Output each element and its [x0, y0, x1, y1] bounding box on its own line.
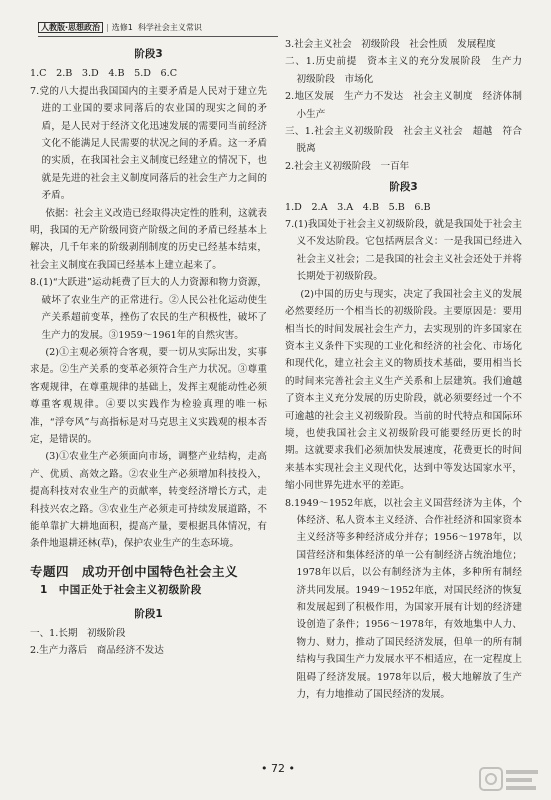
stage-heading: 阶段1	[134, 607, 163, 620]
answer-paragraph: 三、1.社会主义初级阶段 社会主义社会 超越 符合 脱离	[285, 126, 532, 155]
answer-paragraph: (2)中国的历史与现实，决定了我国社会主义的发展必然要经历一个相当长的初级阶段。主要原因是：要用相当长的时间发展社会生产力，去实现别的许多国家在资本主义条件下实现的工业化和经济的社会化、市场化和现代化，建立社会主义的物质技术基础，要用相当长的时间来完善社会主义生产关系和上层建筑。我们逾越了资本主义充分发展的历史阶段，就必须要经过一个不可逾越的社会主义初级阶段。当前的时代特点和国际环境，也使我国社会主义初级阶段可能要经历更长的时期。这就要求我们必须加快发展速度，花费更长的时间来基本实现社会主义现代化，达到中等发达国家水平，缩小同世界先进水平的差距。	[285, 288, 522, 492]
answer-paragraph: 8.(1)“大跃进”运动耗费了巨大的人力资源和物力资源，破坏了农业生产的正常进行。②人民公社化运动使生产关系超前变革，挫伤了农民的生产积极性，破坏了生产力的发展。③1959～1961年的自然灾害。	[30, 277, 267, 341]
subject-label: 科学社会主义常识	[137, 23, 202, 32]
watermark-logo	[478, 764, 542, 794]
answer-paragraph: 3.社会主义社会 初级阶段 社会性质 发展程度	[285, 39, 496, 50]
answer-paragraph: 2.地区发展 生产力不发达 社会主义制度 经济体制 小生产	[285, 91, 532, 120]
topic-heading: 专题四 成功开创中国特色社会主义	[30, 563, 239, 579]
answer-paragraph: 依据：社会主义改造已经取得决定性的胜利，这就表明，我国的无产阶级同资产阶级之间的矛盾已经基本上解决，几千年来的阶级剥削制度的历史已经基本结束，社会主义制度在我国已经基本上建立起来了。	[30, 207, 267, 271]
answer-paragraph: 8.1949～1952年底，以社会主义国营经济为主体，个体经济、私人资本主义经济、合作社经济和国家资本主义经济等多种经济成分并存；1956～1978年，以国营经济和集体经济的单一公有制经济占统治地位；1978年以后，以公有制经济为主体，多种所有制经济共同发展。1949～1952年底，对国民经济的恢复和发展起到了积极作用，为国家开展有计划的经济建设创造了条件；1956～1978年，有效地集中人力、物力、财力，推动了国民经济发展，但单一的所有制结构与我国生产力发展水平不相适应，在一定程度上阻碍了经济发展。1978年以后，极大地解放了生产力，有力地推动了国民经济的发展。	[285, 497, 522, 701]
subtopic-heading: 1 中国正处于社会主义初级阶段	[40, 584, 202, 597]
series-label: 人教版·思想政治	[38, 22, 103, 33]
running-header	[38, 22, 278, 37]
header-separator: |	[106, 23, 109, 32]
answer-paragraph: 7.党的八大提出我国国内的主要矛盾是人民对于建立先进的工业国的要求同落后的农业国的现实之间的矛盾，是人民对于经济文化迅速发展的需要同当前经济文化不能满足人民需要的状况之间的矛盾。这一矛盾的实质，在我国社会主义制度已经建立的情况下，也就是先进的社会主义制度同落后的社会生产力之间的矛盾。	[30, 85, 267, 202]
right-column	[285, 36, 532, 703]
left-column	[30, 42, 267, 660]
answer-paragraph: 7.(1)我国处于社会主义初级阶段，就是我国处于社会主义不发达阶段。它包括两层含义：一是我国已经进入社会主义社会；二是我国的社会主义社会还处于并将长期处于初级阶段。	[285, 219, 522, 283]
answer-paragraph: 1.C 2.B 3.D 4.B 5.D 6.C	[30, 68, 178, 80]
answer-paragraph: 一、1.长期 初级阶段	[30, 628, 126, 639]
answer-paragraph: (3)①农业生产必须面向市场，调整产业结构，走高产、优质、高效之路。②农业生产必须增加科技投入，提高科技对农业生产的贡献率，转变经济增长方式，走科技兴农之路。③农业生产必须走可持续发展道路，不能单靠扩大耕地面积，提高产量，要根据具体情况，有条件地退耕还林(草)，保护农业生产的生态环境。	[30, 451, 267, 550]
answer-paragraph: 二、1.历史前提 资本主义的充分发展阶段 生产力 初级阶段 市场化	[285, 56, 532, 85]
page-number: • 72 •	[261, 762, 295, 775]
book-label: 选修1	[111, 23, 133, 32]
stage-heading: 阶段3	[134, 48, 163, 60]
answer-paragraph: 1.D 2.A 3.A 4.B 5.B 6.B	[285, 201, 431, 213]
answer-paragraph: 2.生产力落后 商品经济不发达	[30, 645, 164, 657]
answer-paragraph: 2.社会主义初级阶段 一百年	[285, 160, 410, 172]
answer-paragraph: (2)①主观必须符合客观，要一切从实际出发，实事求是。②生产关系的变革必须符合生产力状况。③尊重客观规律，在尊重规律的基础上，发挥主观能动性必须尊重客观规律。④要以实践作为检验真理的唯一标准，“浮夸风”与高指标是对马克思主义实践观的根本否定，是错误的。	[30, 346, 267, 445]
stage-heading: 阶段3	[389, 181, 418, 194]
